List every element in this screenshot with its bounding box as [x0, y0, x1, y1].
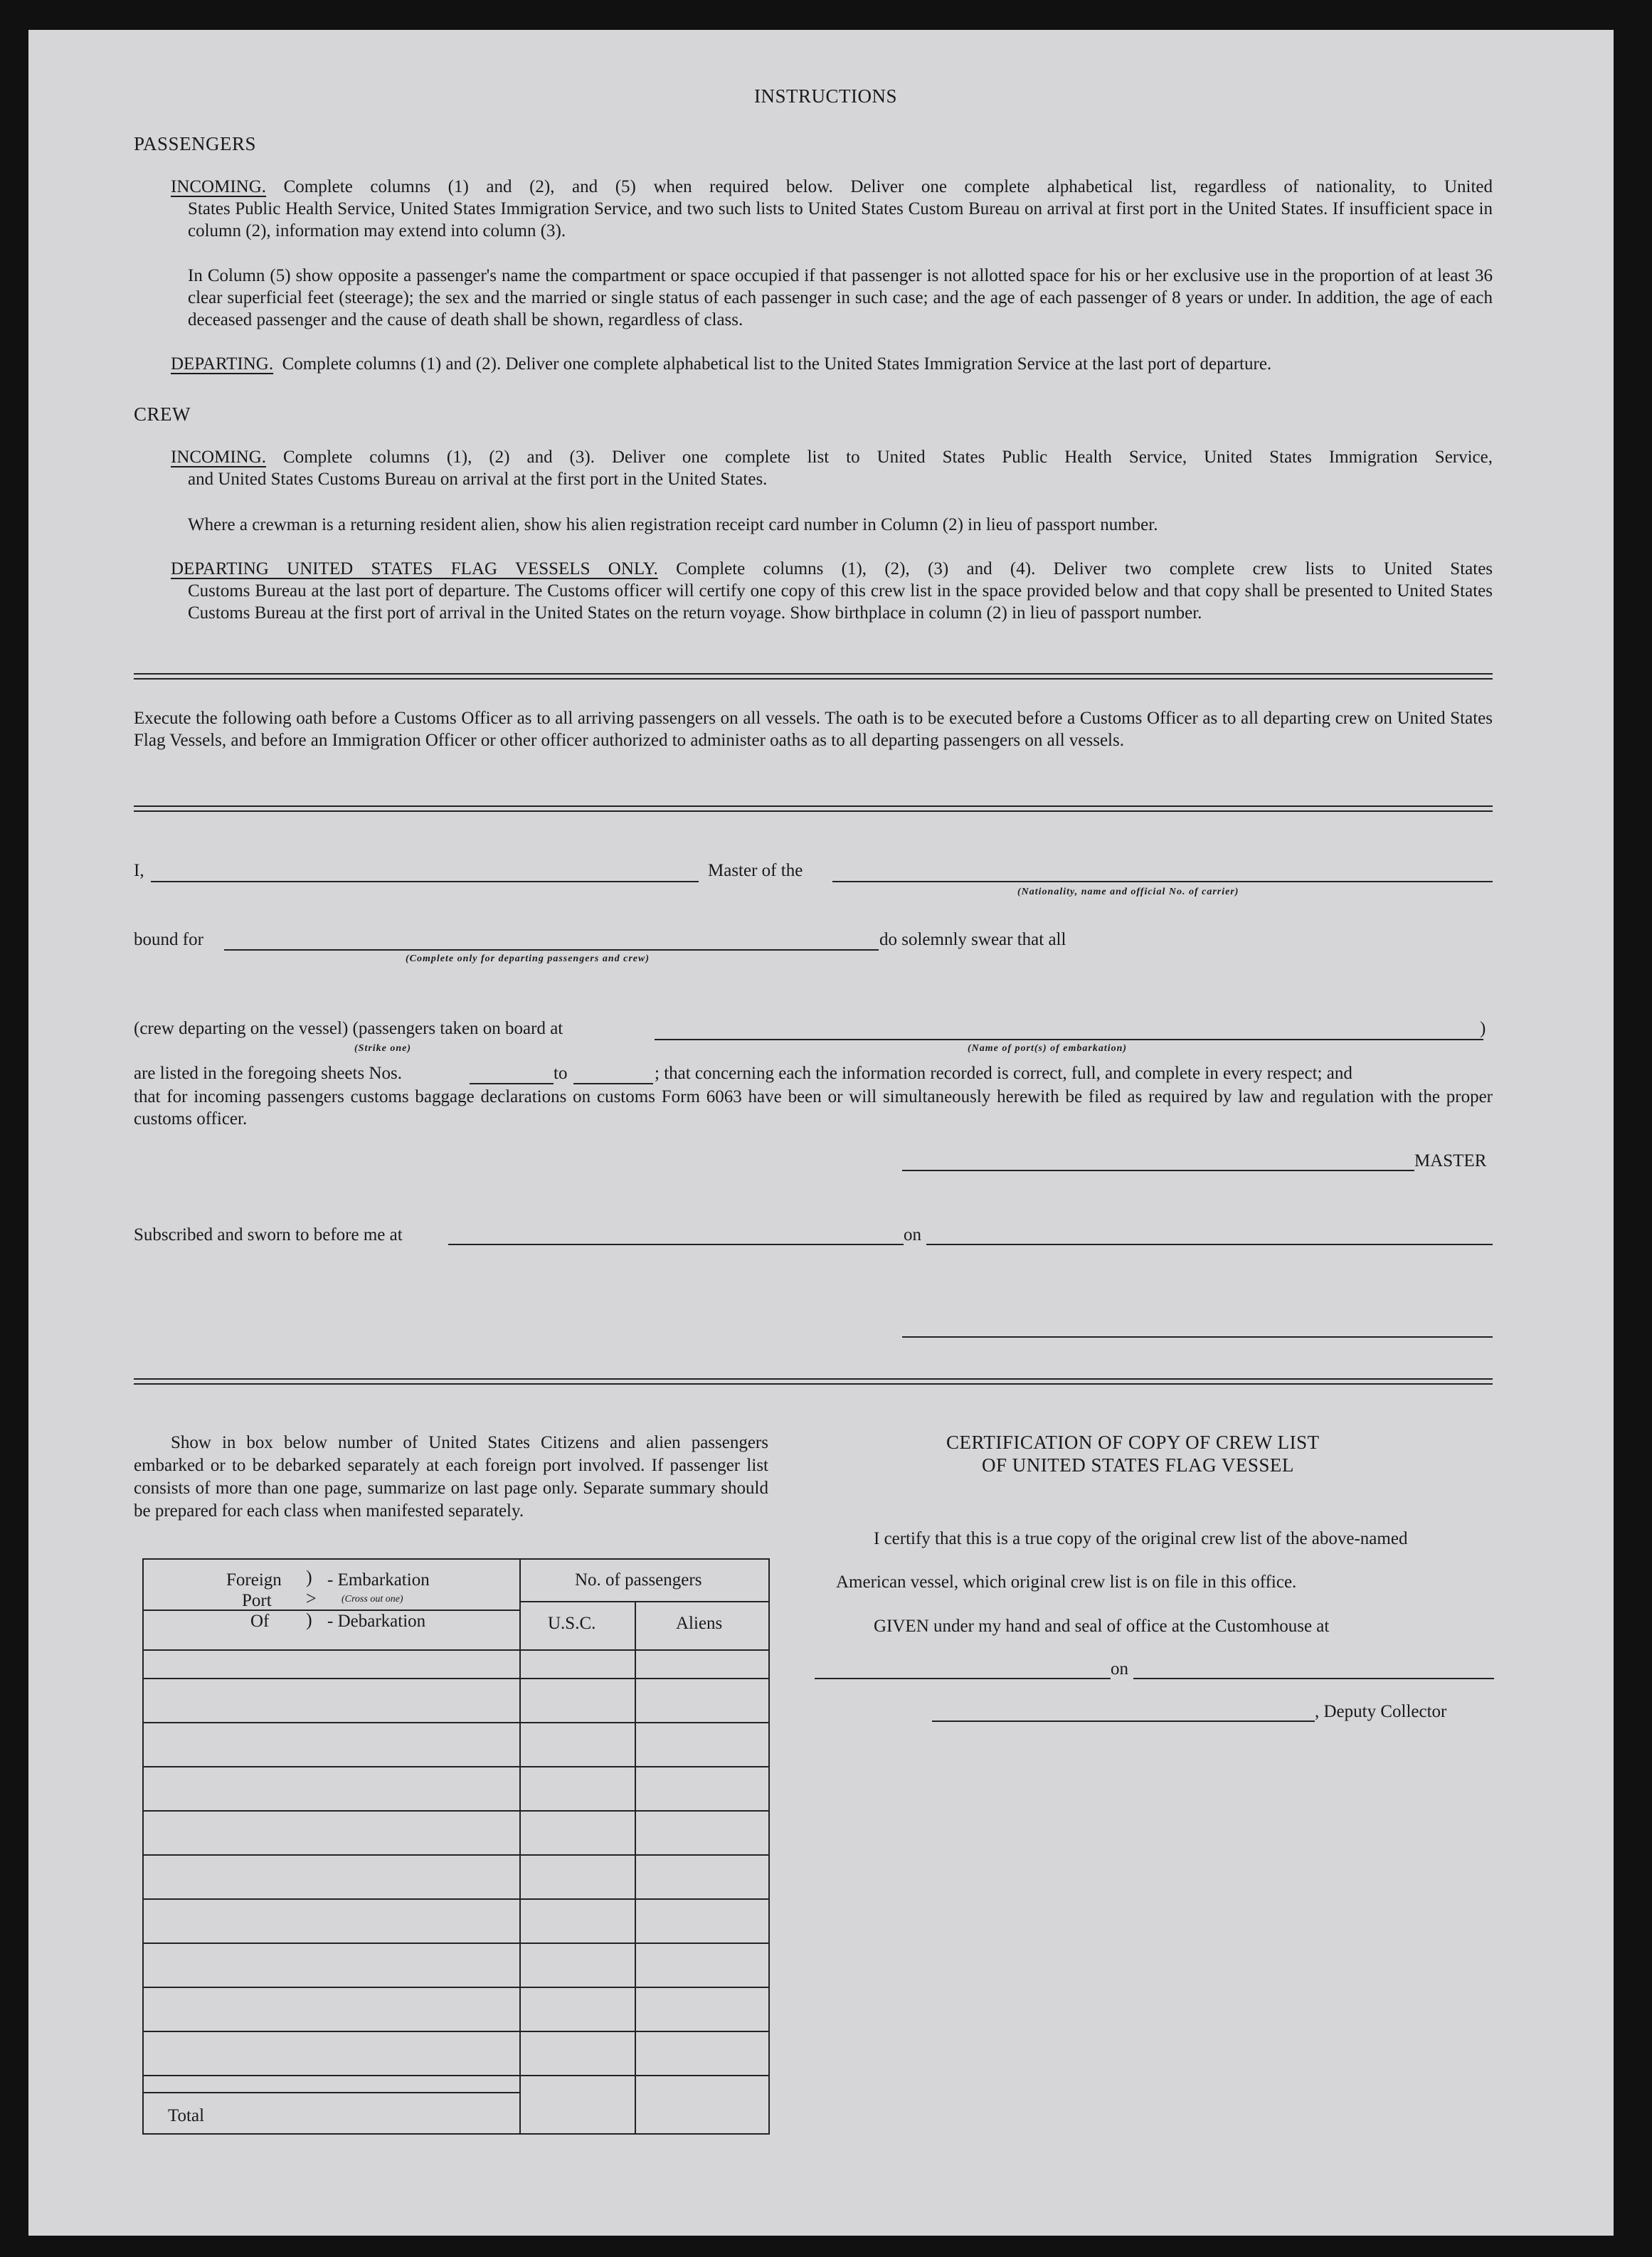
sworn-date-field[interactable] [926, 1244, 1493, 1245]
certification-title-line1: CERTIFICATION OF COPY OF CREW LIST [946, 1432, 1320, 1453]
header-no-of-passengers: No. of passengers [575, 1570, 702, 1590]
certification-line1: I certify that this is a true copy of the original crew list of the above-named [874, 1529, 1408, 1548]
sworn-place-field[interactable] [448, 1244, 904, 1245]
passengers-incoming-para2: In Column (5) show opposite a passenger's name the compartment or space occupied if that passenger is not allotted space for his or her exclusive use in the proportion of at least 36 clear superficial feet (steerage); the sex and the married or single status of each passenger in such case; and the age of each passenger of 8 years or under. In addition, the age of each deceased passenger and the cause of death shall be shown, regardless of class. [188, 266, 1493, 329]
table-row-line [142, 1854, 770, 1856]
table-row-line [142, 1766, 770, 1767]
brace-icon: ) > ) [306, 1567, 317, 1630]
crew-incoming-para2: Where a crewman is a returning resident alien, show his alien registration receipt card number in Column (2) in lieu of passport number. [188, 515, 1158, 534]
header-of: Of [250, 1612, 270, 1631]
master-signature-field[interactable] [902, 1170, 1414, 1171]
section-divider [134, 673, 1493, 680]
column-divider [519, 1558, 521, 2135]
section-divider [134, 1378, 1493, 1385]
certification-line2: American vessel, which original crew list is on file in this office. [836, 1572, 1297, 1592]
crew-departing-label: DEPARTING UNITED STATES FLAG VESSELS ONLY. [171, 559, 658, 578]
table-row-line [142, 1722, 770, 1723]
table-row-line [142, 2092, 519, 2093]
master-of-the-label: Master of the [708, 861, 803, 880]
table-header-divider [519, 1601, 770, 1602]
summary-instructions: Show in box below number of United States Citizens and alien passengers embarked or to be debarked separately at each foreign port involved. If passenger list consists of more than one page, summarize on last page only. Separate summary should be prepared for each class when manifested separately. [134, 1433, 768, 1521]
header-cross-out: (Cross out one) [341, 1594, 403, 1605]
table-row-line [142, 1942, 770, 1944]
header-embarkation: - Embarkation [327, 1570, 430, 1590]
passengers-incoming-label: INCOMING. [171, 177, 267, 196]
passengers-incoming-line1: INCOMING. Complete columns (1) and (2), and (5) when required below. Deliver one complete alphabetical list, regardless of nationality, to United [171, 177, 1493, 196]
passengers-departing-label: DEPARTING. [171, 354, 274, 374]
table-row-line [142, 1678, 770, 1679]
passengers-heading: PASSENGERS [134, 133, 257, 154]
header-aliens: Aliens [676, 1614, 723, 1633]
passengers-incoming-rest: States Public Health Service, United States Immigration Service, and two such lists to United States Custom Bureau on arrival at first port in the United States. If insufficient space in column (2), information may extend into column (3). [188, 199, 1493, 240]
form-sheet [28, 30, 1614, 2236]
sheet-to-field[interactable] [573, 1083, 653, 1084]
header-foreign: Foreign [226, 1570, 282, 1590]
crew-heading: CREW [134, 403, 191, 425]
oath-intro: Execute the following oath before a Customs Officer as to all arriving passengers on all vessels. The oath is to be executed before a Customs Officer as to all departing crew on United States Flag Vessels, and before an Immigration Officer or other officer authorized to administer oaths as to all departing passengers on all vessels. [134, 709, 1493, 750]
section-divider [134, 805, 1493, 812]
page-title: INSTRUCTIONS [754, 85, 898, 107]
do-solemnly-label: do solemnly swear that all [879, 930, 1066, 949]
deputy-collector-label: , Deputy Collector [1315, 1702, 1447, 1721]
table-row-line [142, 1810, 770, 1812]
carrier-field[interactable] [832, 881, 1493, 882]
oath-i-label: I, [134, 861, 144, 880]
total-label: Total [168, 2106, 205, 2125]
officer-signature-field[interactable] [902, 1336, 1493, 1338]
passengers-departing: DEPARTING. Complete columns (1) and (2). Deliver one complete alphabetical list to the United States Immigration Service at the last port of departure. [171, 354, 1272, 374]
master-name-field[interactable] [151, 881, 699, 882]
table-row-line [142, 1649, 770, 1651]
crew-incoming-line1: INCOMING. Complete columns (1), (2) and (3). Deliver one complete list to United States Public Health Service, United States Immigration Service, [171, 448, 1493, 467]
crew-departing-label: (crew departing on the vessel) (passengers taken on board at [134, 1019, 563, 1038]
column-divider [635, 1601, 636, 2135]
deputy-collector-signature-field[interactable] [932, 1720, 1315, 1722]
table-row-line [142, 2075, 770, 2076]
listed-sheets-label: are listed in the foregoing sheets Nos. [134, 1064, 402, 1083]
bound-note: (Complete only for departing passengers and crew) [406, 953, 650, 964]
table-row-line [142, 2031, 770, 2032]
certification-date-field[interactable] [1133, 1678, 1494, 1679]
strike-one-note: (Strike one) [354, 1043, 412, 1054]
certification-given: GIVEN under my hand and seal of office at the Customhouse at [874, 1617, 1330, 1636]
bound-for-field[interactable] [224, 949, 879, 951]
customhouse-field[interactable] [815, 1678, 1111, 1679]
certification-on-label: on [1111, 1659, 1128, 1679]
listed-statement-rest: that for incoming passengers customs baggage declarations on customs Form 6063 have been or will simultaneously herewith be filed as required by law and regulation with the proper customs officer. [134, 1087, 1493, 1128]
table-row-line [142, 1898, 770, 1900]
table-row-line [142, 1987, 770, 1988]
subscribed-label: Subscribed and sworn to before me at [134, 1225, 403, 1244]
close-paren: ) [1480, 1019, 1486, 1038]
crew-incoming-label: INCOMING. [171, 448, 267, 467]
sheet-from-field[interactable] [470, 1083, 554, 1084]
table-header-divider [142, 1610, 519, 1611]
bound-for-label: bound for [134, 930, 203, 949]
certification-title-line2: OF UNITED STATES FLAG VESSEL [982, 1454, 1294, 1476]
table-border [142, 1558, 770, 2135]
header-port: Port [242, 1591, 272, 1610]
crew-departing-rest: Customs Bureau at the last port of departure. The Customs officer will certify one copy of this crew list in the space provided below and that copy shall be presented to United States Customs Bureau at the first port of arrival in the United States on the return voyage. Show birthplace in column (2) in lieu of passport number. [188, 581, 1493, 623]
carrier-note: (Nationality, name and official No. of carrier) [1017, 887, 1239, 897]
header-usc: U.S.C. [548, 1614, 596, 1633]
sworn-on-label: on [904, 1225, 921, 1244]
port-of-embarkation-field[interactable] [655, 1039, 1483, 1040]
listed-statement: ; that concerning each the information recorded is correct, full, and complete in every respect; and [655, 1064, 1352, 1083]
listed-to-label: to [554, 1064, 568, 1083]
crew-incoming-rest: and United States Customs Bureau on arrival at the first port in the United States. [188, 470, 768, 489]
master-label: MASTER [1414, 1151, 1487, 1170]
port-note: (Name of port(s) of embarkation) [968, 1043, 1128, 1054]
crew-departing-line1: DEPARTING UNITED STATES FLAG VESSELS ONLY. Complete columns (1), (2), (3) and (4). Deliver two complete crew lists to United States [171, 559, 1493, 578]
header-debarkation: - Debarkation [327, 1612, 426, 1631]
